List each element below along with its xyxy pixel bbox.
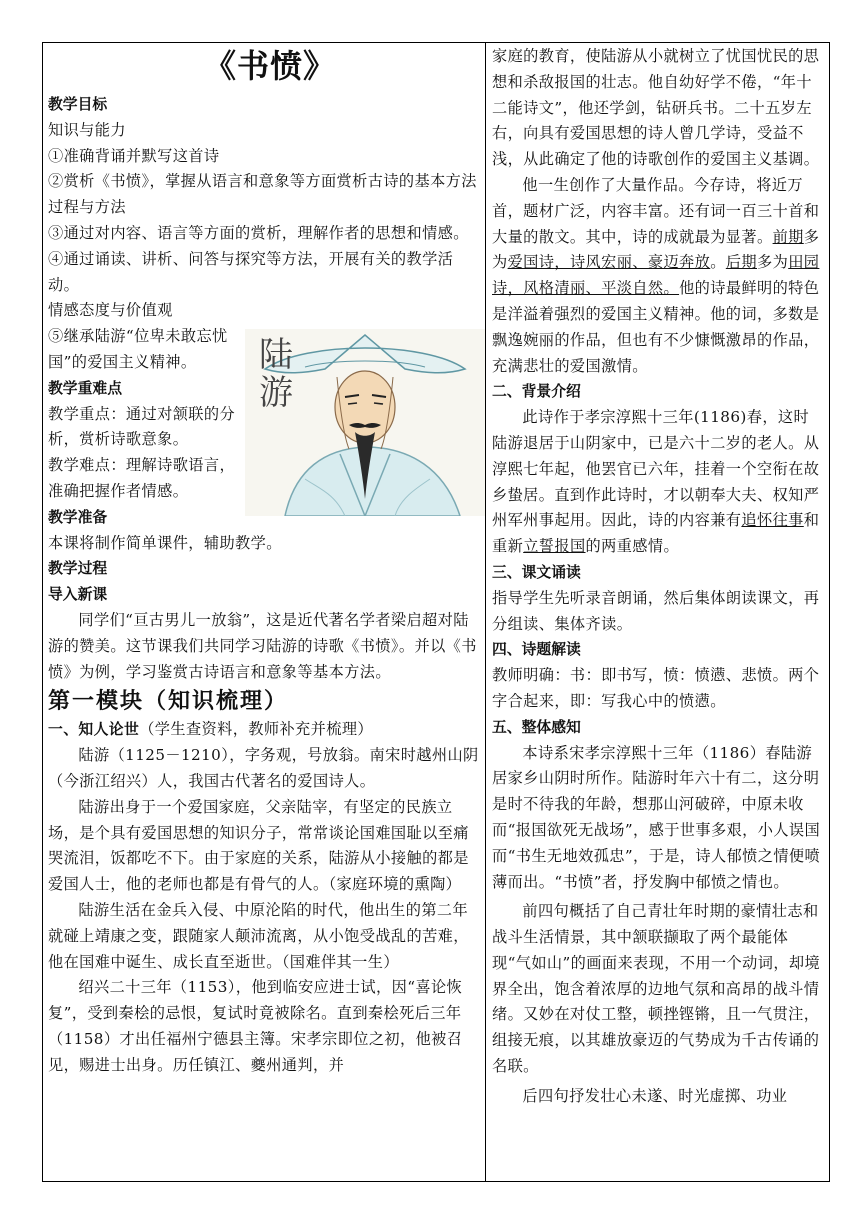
early-period-connector: 多为 (492, 227, 820, 272)
bio-paragraph-4: 绍兴二十三年（1153），他到临安应进士试，因“喜论恢复”，受到秦桧的忌恨，复试时竟被除名。直到秦桧死后三年 （1158）才出任福州宁德县主簿。宋孝宗即位之初，他被召见，赐进士出身。历任镇江、夔州通判，并 (48, 978, 463, 1074)
section2-heading: 二、背景介绍 (492, 383, 581, 401)
early-period-label: 前期 (772, 227, 804, 246)
bio-paragraph-1: 陆游（1125－1210），字务观，号放翁。南宋时越州山阴（今浙江绍兴）人，我国古代著名的爱国诗人。 (48, 746, 479, 790)
early-poem-type: 爱国诗 (507, 253, 555, 272)
prep-heading: 教学准备 (48, 508, 108, 526)
works-intro: 他一生创作了大量作品。今存诗，将近万首，题材广泛，内容丰富。还有词一百三十首和大量的散文。其中，诗的成就最为显著。 (492, 175, 820, 246)
section1-heading: 一、知人论世 (48, 721, 140, 739)
knowledge-ability-label: 知识与能力 (48, 120, 126, 139)
intro-heading: 导入新课 (48, 586, 108, 604)
late-style: ，风格清丽、平淡自然。 (507, 279, 680, 298)
title-explanation: 教师明确：书：即书写，愤：愤懑、悲愤。两个字合起来，即：写我心中的愤懑。 (492, 666, 820, 710)
portrait-caption-2: 游 (259, 373, 293, 413)
goal-heading: 教学目标 (48, 96, 108, 113)
overall-paragraph-1: 本诗系宋孝宗淳熙十三年（1186）春陆游居家乡山阴时所作。陆游时年六十有二，这分明是时不待我的年龄，想那山河破碎，中原未收而“报国欲死无战场”，感于世事多艰，小人误国而“书生无地效孤忠”，于是，诗人郁愤之情便喷薄而出。“书愤”者，抒发胸中郁愤之情也。 (492, 743, 821, 891)
right-column (492, 44, 824, 1110)
column-divider (485, 42, 486, 1182)
reading-text: 指导学生先听录音朗诵，然后集体朗读课文，再分组读、集体齐读。 (492, 588, 820, 633)
overall-paragraph-2: 前四句概括了自己青壮年时期的豪情壮志和战斗生活情景，其中颔联撷取了两个最能体现“气如山”的画面来表现，不用一个动词，却境界全出，饱含着浓厚的边地气氛和高昂的战斗情绪。又妙在对仗工整，顿挫铿锵，且一气贯注，组接无痕，以其雄放豪迈的气势成为千古传诵的名联。 (492, 902, 821, 1076)
emotion-label: 情感态度与价值观 (48, 301, 173, 320)
bio-paragraph-2: 陆游出身于一个爱国家庭，父亲陆宰，有坚定的民族立场，是个具有爱国思想的知识分子，常常谈论国难国耻以至痛哭流泪，饭都吃不下。由于家庭的关系，陆游从小接触的都是爱国人士，他的老师也都是有骨气的人。（家庭环境的熏陶） (48, 797, 469, 894)
goal-5: ⑤继承陆游“位卑未敢忘忧国”的爱国主义精神。 (48, 327, 228, 371)
early-style: ，诗风宏丽、豪迈奔放 (554, 253, 711, 272)
goal-4: ④通过诵读、讲析、问答与探究等方法，开展有关的教学活动。 (48, 249, 454, 294)
portrait-caption-1: 陆 (259, 335, 293, 375)
background-text-b: 的两重感情。 (585, 537, 680, 556)
background-paragraph (492, 405, 824, 560)
background-underline-1: 追怀往事 (741, 511, 804, 530)
lu-you-portrait (245, 329, 485, 516)
goal-3: ③通过对内容、语言等方面的赏析，理解作者的思想和情感。 (48, 223, 469, 242)
section3-heading: 三、课文诵读 (492, 563, 581, 581)
period-separator: 。 (710, 253, 726, 272)
section4-heading: 四、诗题解读 (492, 641, 581, 659)
page-title: 《书愤》 (204, 47, 337, 85)
process-heading: 教学过程 (48, 560, 108, 578)
overall-paragraph-3: 后四句抒发壮心未遂、时光虚掷、功业 (522, 1086, 788, 1105)
left-column (48, 44, 482, 1078)
key-point: 教学重点：通过对颔联的分析，赏析诗歌意象。 (48, 404, 236, 449)
difficult-point: 教学难点：理解诗歌语言，准确把握作者情感。 (48, 456, 236, 500)
family-education-text: 家庭的教育，使陆游从小就树立了忧国忧民的思想和杀敌报国的壮志。他自幼好学不倦，“年十二能诗文”，他还学剑，钻研兵书。二十五岁左右，向具有爱国思想的诗人曾几学诗，受益不浅，从此确定了他的诗歌创作的爱国主义基调。 (492, 47, 820, 169)
background-underline-2: 立誓报国 (523, 537, 586, 556)
key-heading: 教学重难点 (48, 379, 122, 397)
bio-paragraph-3: 陆游生活在金兵入侵、中原沦陷的时代，他出生的第二年就碰上靖康之变，跟随家人颠沛流离，从小饱受战乱的苦难，他在国难中诞生、成长直至逝世。（国难伴其一生） (48, 900, 469, 971)
section1-line (48, 717, 482, 743)
background-connector: 和重新 (492, 511, 820, 556)
prep-text: 本课将制作简单课件，辅助教学。 (48, 533, 282, 552)
goal-2: ②赏析《书愤》，掌握从语言和意象等方面赏析古诗的基本方法 (48, 172, 477, 191)
background-text-a: 此诗作于孝宗淳熙十三年(1186)春，这时陆游退居于山阴家中，已是六十二岁的老人。从淳熙七年起，他罢官已六年，挂着一个空衔在故乡蛰居。直到作此诗时，才以朝奉大夫、权知严州军州事起用。因此，诗的内容兼有 (492, 408, 820, 530)
works-summary: 他的诗最鲜明的特色是洋溢着强烈的爱国主义精神。他的词，多数是飘逸婉丽的作品，但也有不少慷慨激昂的作品，充满悲壮的爱国激情。 (492, 279, 820, 375)
late-poem-type: 田园诗 (492, 253, 820, 298)
goal-1: ①准确背诵并默写这首诗 (48, 146, 220, 165)
late-period-connector: 多为 (757, 253, 789, 272)
process-method-label: 过程与方法 (48, 198, 126, 217)
module-title: 第一模块（知识梳理） (48, 689, 289, 715)
works-paragraph (492, 173, 824, 379)
late-period-label: 后期 (725, 253, 758, 272)
section1-note: （学生查资料，教师补充并梳理） (139, 720, 373, 739)
section5-heading: 五、整体感知 (492, 718, 581, 736)
intro-text: 同学们“亘古男儿一放翁”，这是近代著名学者梁启超对陆游的赞美。这节课我们共同学习陆游的诗歌《书愤》。并以《书愤》为例，学习鉴赏古诗语言和意象等基本方法。 (48, 610, 477, 681)
